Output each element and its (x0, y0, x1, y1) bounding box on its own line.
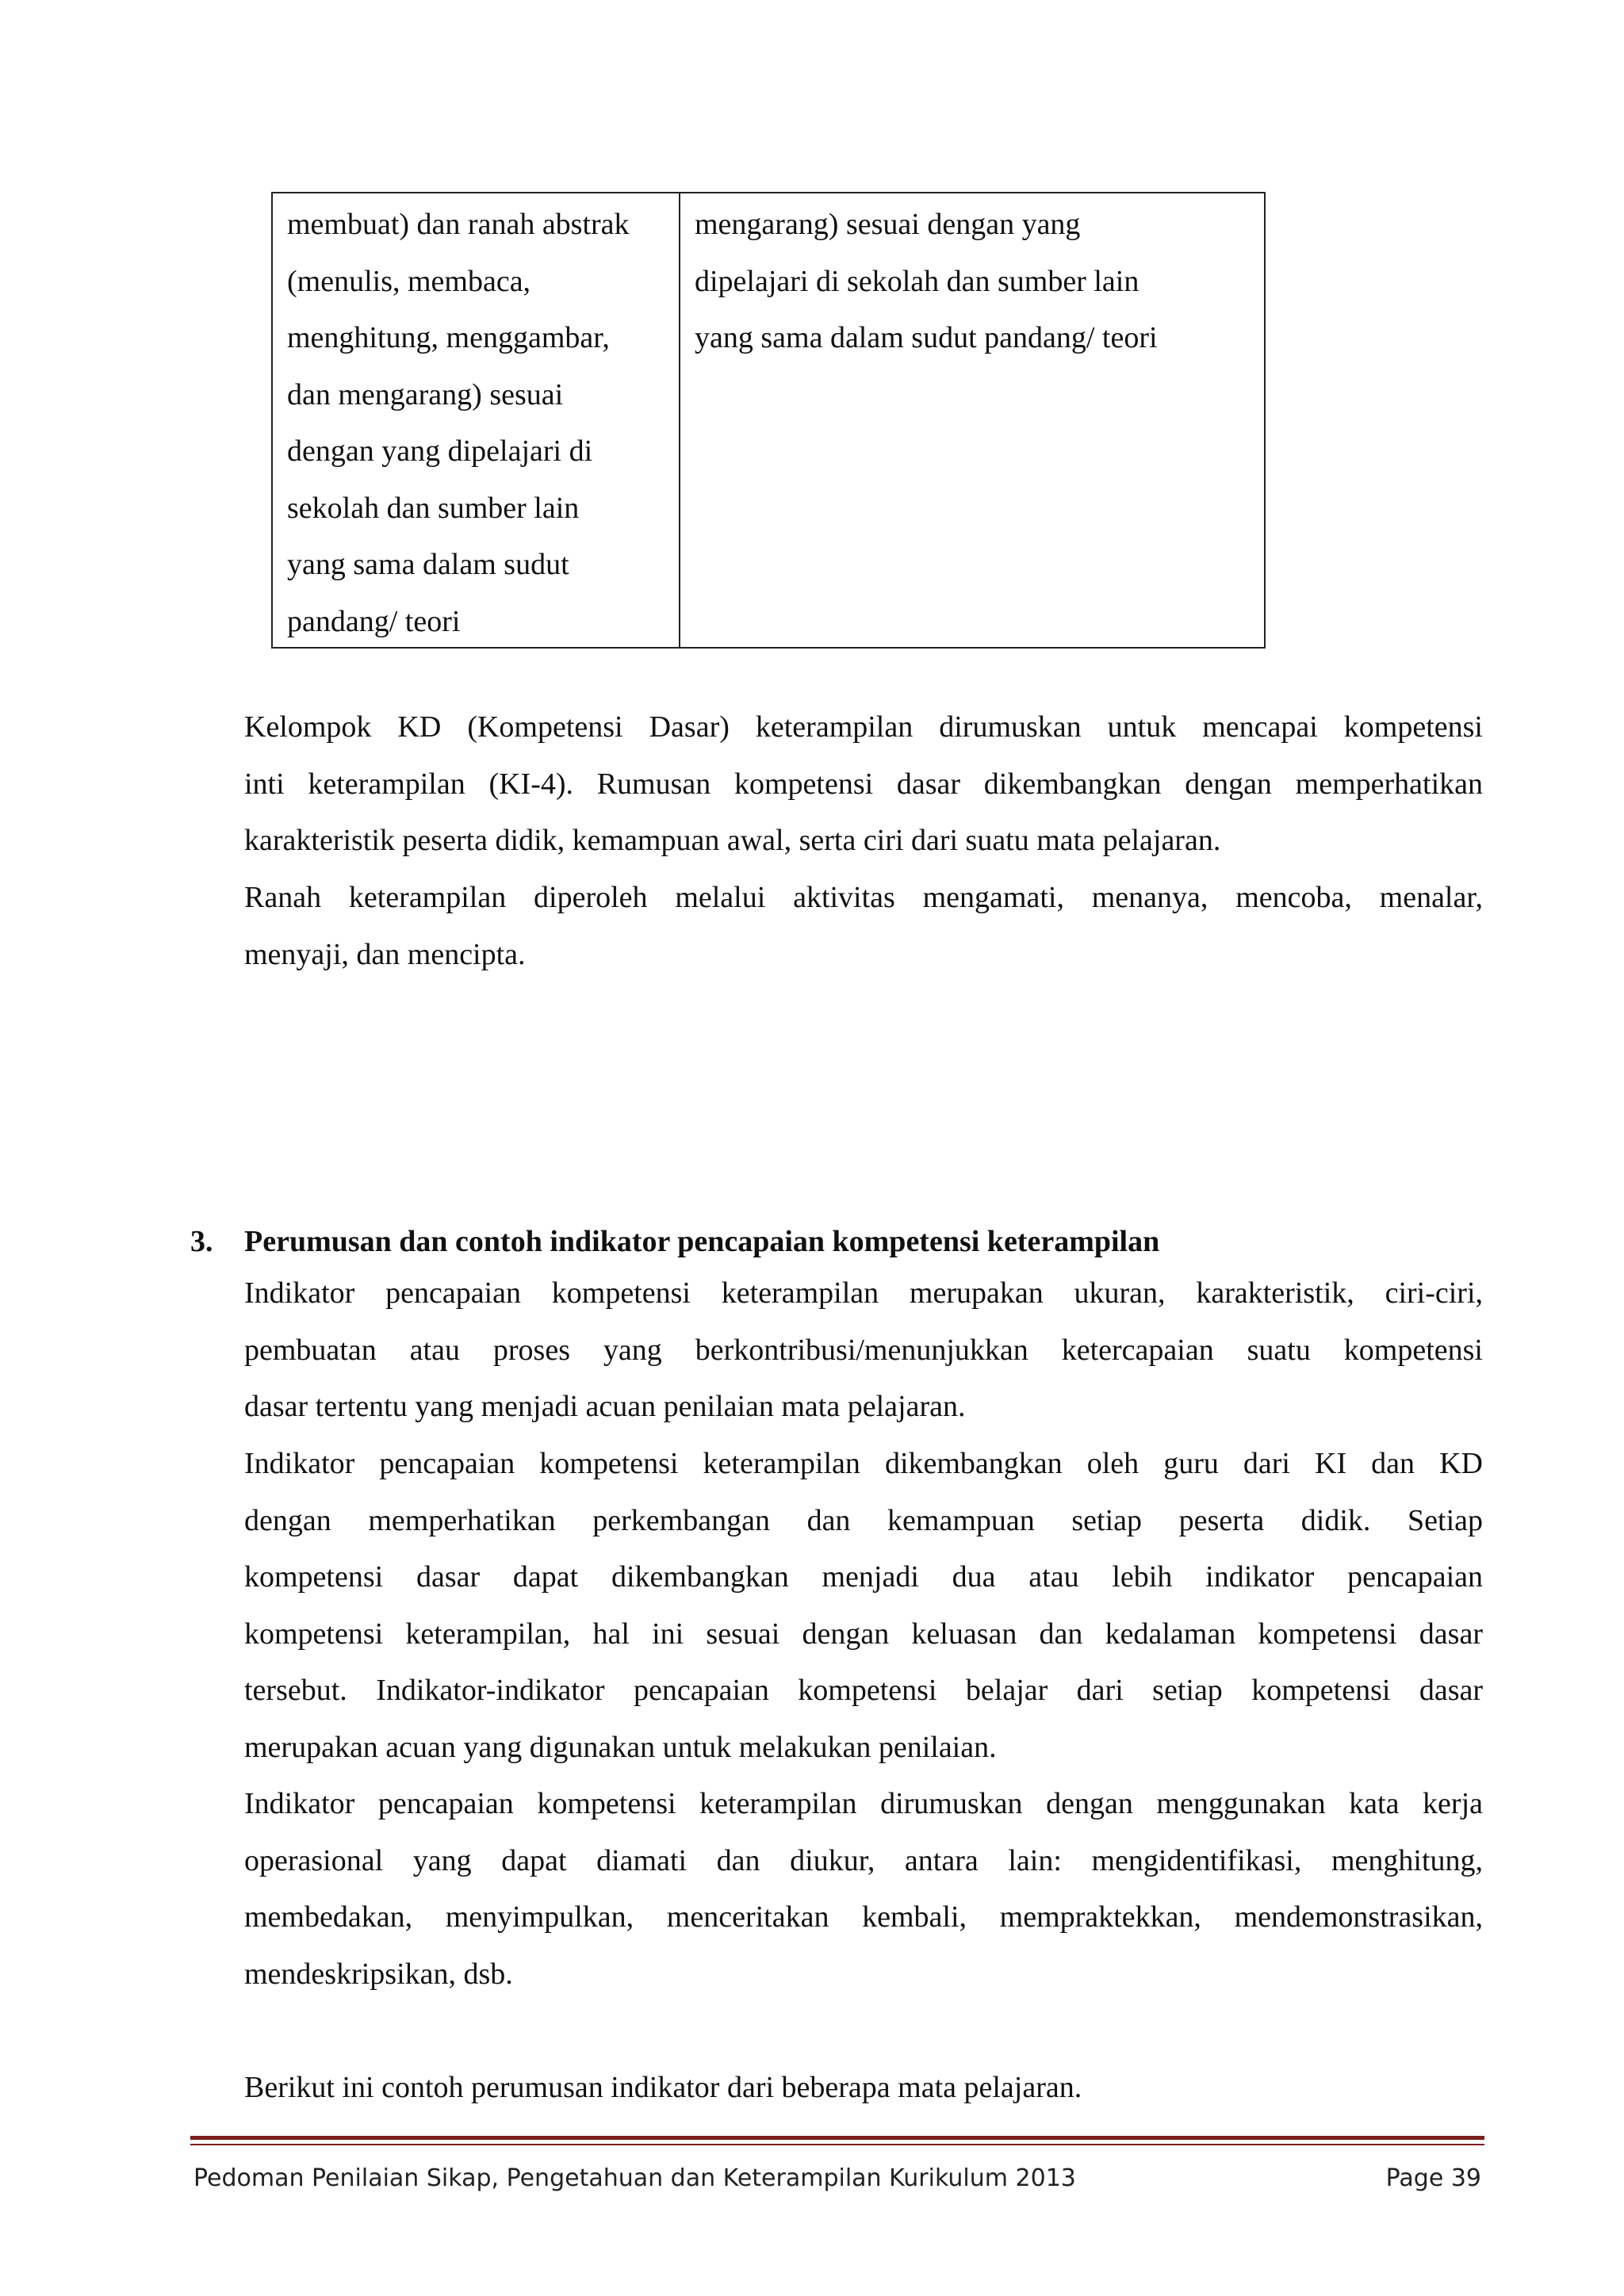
table-line: membuat) dan ranah abstrak (287, 208, 630, 241)
paragraph-indikator-kata-kerja (244, 1776, 1483, 2003)
paragraph-line: dasar tertentu yang menjadi acuan penilaian mata pelajaran. (244, 1390, 966, 1423)
paragraph-line: mendeskripsikan, dsb. (244, 1957, 513, 1991)
table-line: yang sama dalam sudut (287, 548, 569, 581)
paragraph-line: Berikut ini contoh perumusan indikator dari beberapa mata pelajaran. (244, 2071, 1082, 2104)
paragraph-line: merupakan acuan yang digunakan untuk melakukan penilaian. (244, 1730, 997, 1764)
paragraph-line: karakteristik peserta didik, kemampuan awal, serta ciri dari suatu mata pelajaran. (244, 824, 1221, 857)
paragraph-line: Indikator pencapaian kompetensi keterampilan dikembangkan oleh guru dari KI dan KD (244, 1447, 1483, 1480)
kd-table (271, 192, 1266, 649)
table-line: menghitung, menggambar, (287, 321, 610, 354)
paragraph-line: pembuatan atau proses yang berkontribusi/menunjukkan ketercapaian suatu kompetensi (244, 1333, 1483, 1367)
paragraph-line: operasional yang dapat diamati dan diukur, antara lain: mengidentifikasi, menghitung, (244, 1843, 1483, 1877)
section-heading (190, 1213, 1159, 1270)
footer-title: Pedoman Penilaian Sikap, Pengetahuan dan Keterampilan Kurikulum 2013 (193, 2164, 1076, 2192)
paragraph-line: Ranah keterampilan diperoleh melalui aktivitas mengamati, menanya, mencoba, menalar, (244, 881, 1483, 914)
paragraph-line: Indikator pencapaian kompetensi keterampilan dirumuskan dengan menggunakan kata kerja (244, 1787, 1483, 1820)
paragraph-line: membedakan, menyimpulkan, menceritakan kembali, mempraktekkan, mendemonstrasikan, (244, 1900, 1483, 1934)
page-number: Page 39 (1385, 2164, 1481, 2192)
paragraph-line: Kelompok KD (Kompetensi Dasar) keterampilan dirumuskan untuk mencapai kompetensi (244, 710, 1483, 744)
paragraph-line: dengan memperhatikan perkembangan dan kemampuan setiap peserta didik. Setiap (244, 1503, 1483, 1537)
table-line: (menulis, membaca, (287, 264, 531, 298)
paragraph-line: inti keterampilan (KI-4). Rumusan kompetensi dasar dikembangkan dengan memperhatikan (244, 767, 1483, 801)
table-line: dengan yang dipelajari di (287, 434, 593, 468)
table-line: yang sama dalam sudut pandang/ teori (695, 321, 1158, 354)
section-number: 3. (190, 1225, 213, 1258)
paragraph-indikator-definisi (244, 1265, 1483, 1436)
paragraph-line: menyaji, dan mencipta. (244, 937, 526, 971)
table-line: sekolah dan sumber lain (287, 491, 580, 525)
paragraph-line: tersebut. Indikator-indikator pencapaian kompetensi belajar dari setiap kompetensi dasar (244, 1674, 1483, 1707)
footer-rule-thin (190, 2144, 1484, 2145)
kd-table-right-cell (680, 193, 1264, 647)
table-line: dan mengarang) sesuai (287, 377, 564, 411)
table-line: pandang/ teori (287, 604, 461, 638)
table-line: dipelajari di sekolah dan sumber lain (695, 264, 1139, 298)
page-footer (193, 2155, 1481, 2202)
paragraph-kelompok-kd (244, 699, 1483, 870)
footer-rule-thick (190, 2136, 1484, 2140)
section-title: Perumusan dan contoh indikator pencapaian kompetensi keterampilan (244, 1225, 1160, 1258)
paragraph-line: kompetensi keterampilan, hal ini sesuai dengan keluasan dan kedalaman kompetensi dasar (244, 1617, 1483, 1651)
paragraph-line: Indikator pencapaian kompetensi keterampilan merupakan ukuran, karakteristik, ciri-ciri, (244, 1276, 1483, 1310)
paragraph-line: kompetensi dasar dapat dikembangkan menjadi dua atau lebih indikator pencapaian (244, 1560, 1483, 1594)
paragraph-berikut (244, 2060, 1483, 2117)
paragraph-ranah (244, 870, 1483, 983)
table-line: mengarang) sesuai dengan yang (695, 208, 1081, 241)
paragraph-indikator-pengembangan (244, 1436, 1483, 1776)
kd-table-left-cell (273, 193, 680, 647)
